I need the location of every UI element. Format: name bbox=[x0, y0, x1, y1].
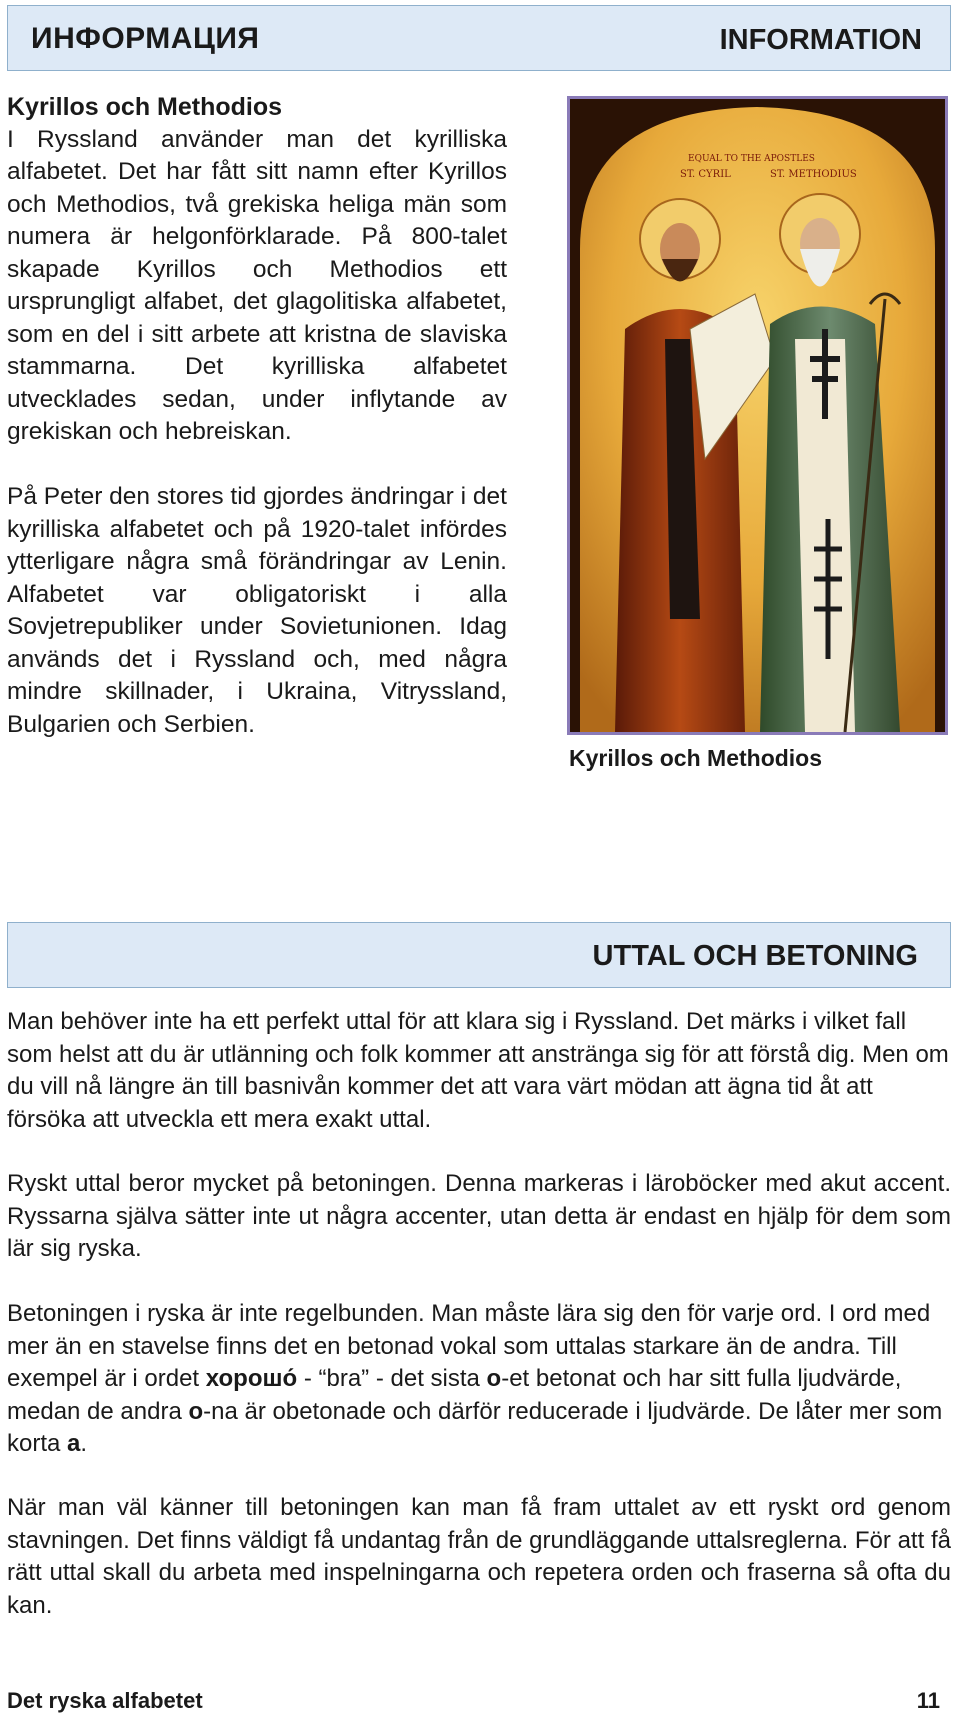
header-title-swedish: INFORMATION bbox=[719, 24, 922, 56]
footer-book-title: Det ryska alfabetet bbox=[7, 1688, 203, 1713]
section-kyrillos bbox=[7, 91, 507, 449]
paragraph-5-text-a: Betoningen i ryska är inte regelbunden. Man måste lära sig den för varje ord. I ord med mer än en stavelse finns det en betonad vokal som uttalas starkare än de andra. Till exempel är i ordet bbox=[7, 1300, 931, 1392]
icon-image bbox=[567, 96, 948, 735]
icon-inscription-top: EQUAL TO THE APOSTLES bbox=[688, 154, 815, 164]
page-number: 11 bbox=[916, 1688, 940, 1713]
paragraph-5-text-c: -et betonat och har sitt fulla ljudvärde, medan de andra bbox=[7, 1365, 902, 1425]
paragraph-4: Ryskt uttal beror mycket på betoningen. Denna markeras i läroböcker med akut accent. Ryssarna själva sätter inte ut några accenter, utan detta är endast en hjälp för dem som lär sig ryska. bbox=[7, 1170, 951, 1262]
header-banner bbox=[7, 5, 951, 71]
letter-a: a bbox=[67, 1430, 81, 1457]
paragraph-2: På Peter den stores tid gjordes ändringar i det kyrilliska alfabetet och på 1920-talet infördes ytterligare några små förändringar av Lenin. Alfabetet var obligatoriskt i alla Sovjetrepubliker under Sovietunionen. Idag används det i Ryssland och, med några mindre skillnader, i Ukraina, Vitryssland, Bulgarien och Serbien. bbox=[7, 483, 507, 738]
saints-icon-illustration bbox=[570, 99, 945, 732]
paragraph-5-text-e: . bbox=[80, 1430, 88, 1457]
example-word: хорошо́ bbox=[205, 1365, 298, 1392]
header-title-russian: ИНФОРМАЦИЯ bbox=[31, 22, 260, 55]
paragraph-5 bbox=[7, 1298, 951, 1461]
paragraph-5-text-b: - “bra” - det sista bbox=[297, 1365, 487, 1392]
paragraph-5-text-d: -na är obetonade och därför reducerade i ljudvärde. De låter mer som korta bbox=[7, 1397, 943, 1457]
icon-inscription-left: ST. CYRIL bbox=[680, 169, 731, 180]
letter-o-2: o bbox=[188, 1397, 204, 1425]
section-banner bbox=[7, 922, 951, 988]
paragraph-3: Man behöver inte ha ett perfekt uttal för att klara sig i Ryssland. Det märks i vilket fall som helst att du är utlänning och folk kommer att anstränga sig för att förstå dig. Men om du vill nå längre än till basnivån kommer det att vara värt mödan att ägna tid åt att försöka att utveckla ett mera exakt uttal. bbox=[7, 1008, 949, 1133]
paragraph-6: När man väl känner till betoningen kan man få fram uttalet av ett ryskt ord genom stavningen. Det finns väldigt få undantag från de grundläggande uttalsreglerna. För att få rätt uttal skall du arbeta med inspelningarna och repetera orden och fraserna så ofta du kan. bbox=[7, 1494, 951, 1619]
paragraph-1: I Ryssland använder man det kyrilliska alfabetet. Det har fått sitt namn efter Kyrillos och Methodios, två grekiska heliga män som numera är helgonförklarade. På 800-talet skapade Kyrillos och Methodios ett ursprungligt alfabet, det glagolitiska alfabetet, som en del i sitt arbete att kristna de slaviska stammarna. Det kyrilliska alfabetet utvecklades sedan, under inflytande av grekiskan och hebreiskan. bbox=[7, 125, 507, 445]
letter-o-1: o bbox=[486, 1365, 502, 1392]
icon-inscription-right: ST. METHODIUS bbox=[770, 169, 857, 180]
figure-caption: Kyrillos och Methodios bbox=[569, 745, 823, 771]
section-heading: Kyrillos och Methodios bbox=[7, 93, 283, 121]
section-title: UTTAL OCH BETONING bbox=[592, 940, 918, 972]
